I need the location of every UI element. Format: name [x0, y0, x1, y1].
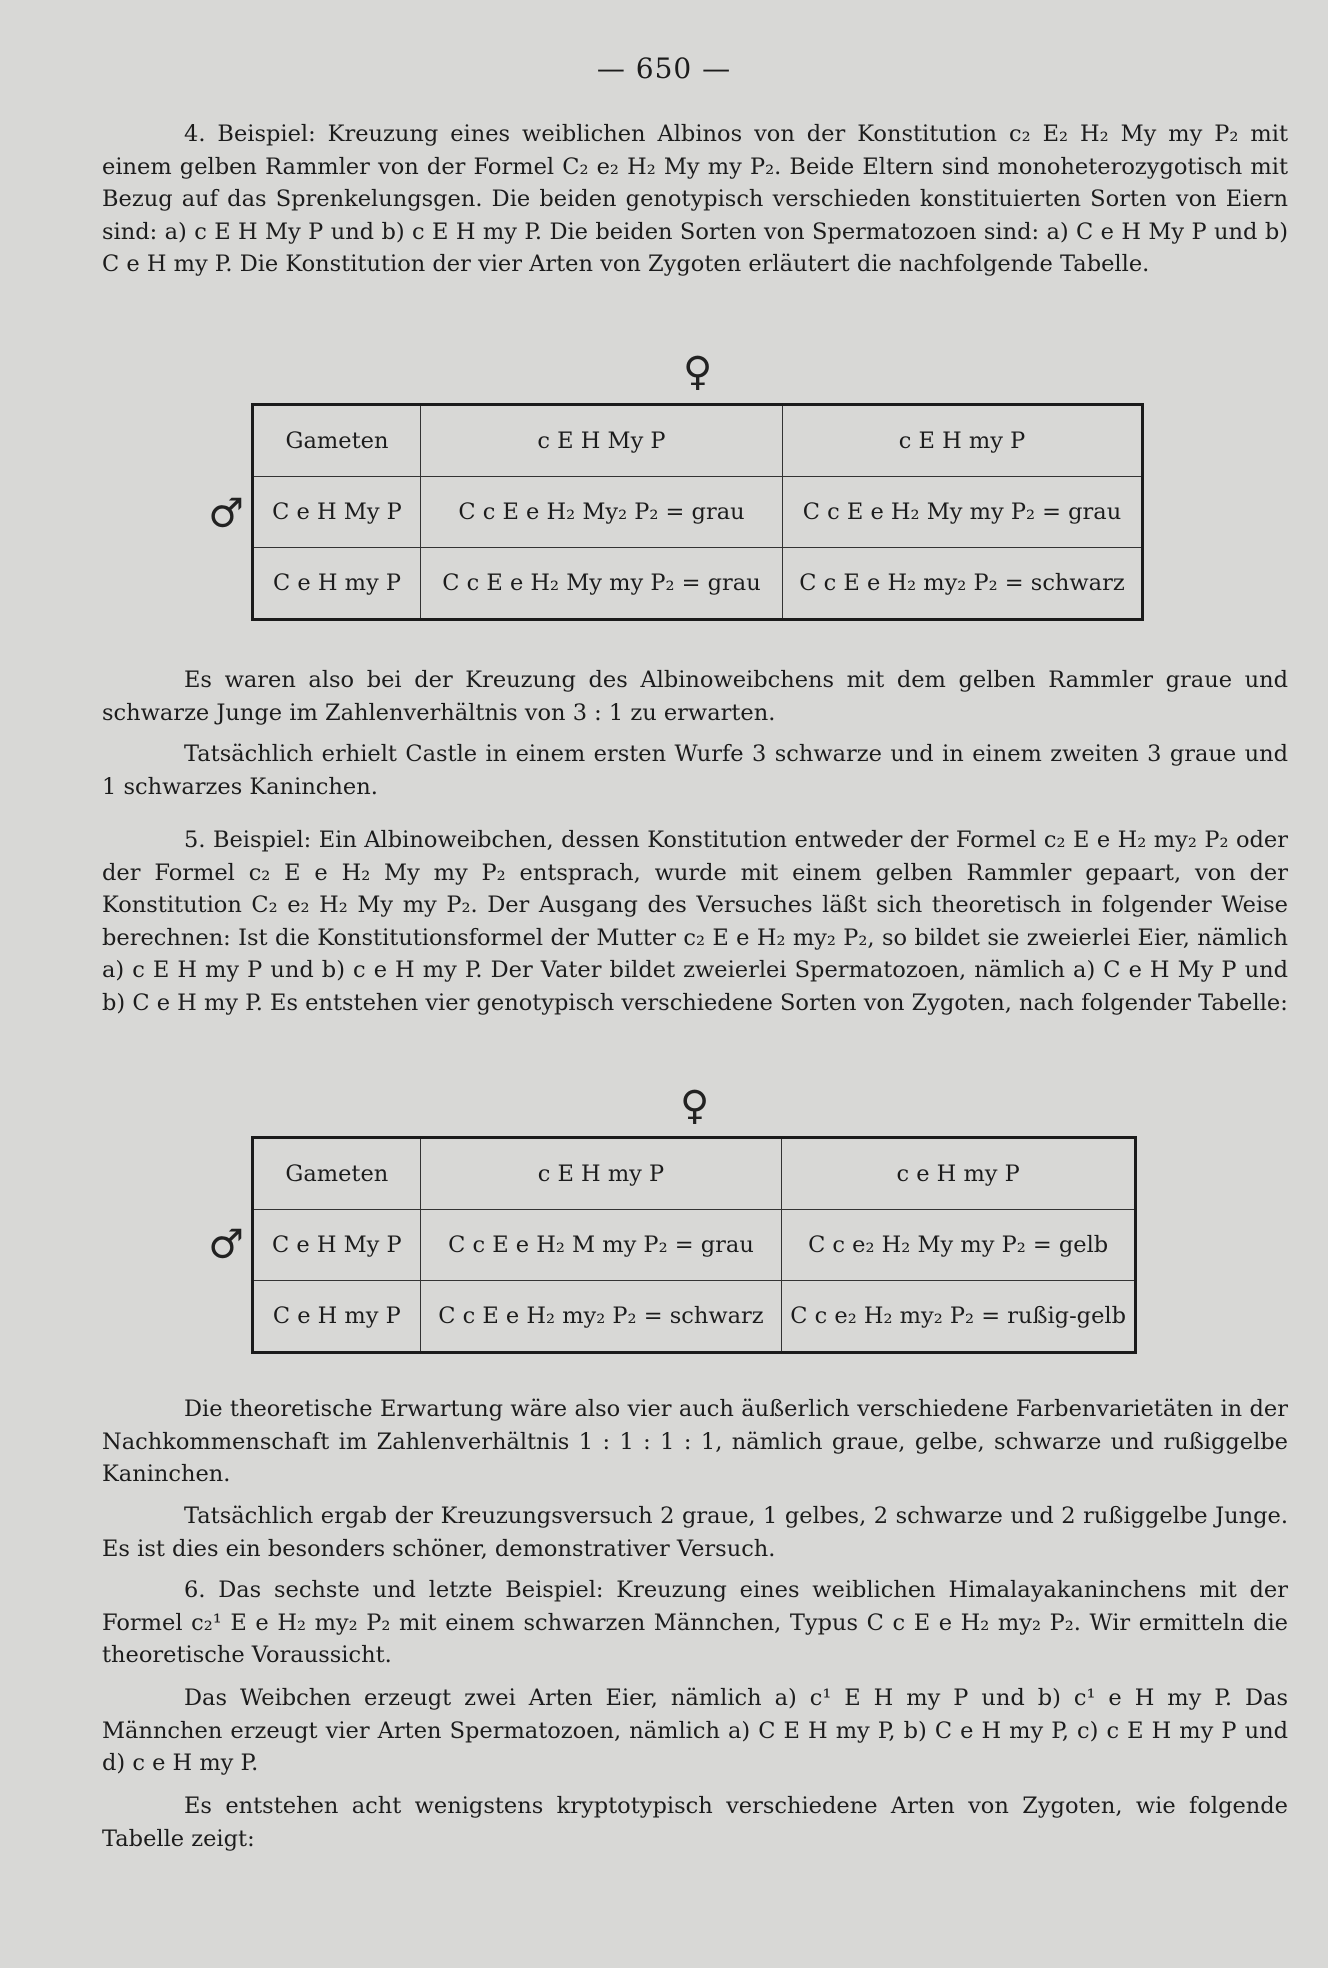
table-cell: C c e₂ H₂ my₂ P₂ = rußig-gelb: [782, 1281, 1136, 1353]
paragraph-zygotes: Es entstehen acht wenigstens kryptotypisch verschiedene Arten von Zygoten, wie folgende Tabelle zeigt:: [102, 1793, 1288, 1852]
table-cell: C e H my P: [253, 548, 421, 620]
paragraph-castle-result: Tatsächlich erhielt Castle in einem ersten Wurfe 3 schwarze und in einem zweiten 3 graue und 1 schwarzes Kaninchen.: [102, 741, 1288, 800]
table-cell: c E H My P: [421, 405, 783, 477]
female-symbol: ♀: [683, 349, 713, 395]
table-cell: Gameten: [253, 1138, 421, 1210]
table-row: [253, 1281, 1136, 1353]
table-cell: C e H My P: [253, 1210, 421, 1281]
table-cell: C c E e H₂ My₂ P₂ = grau: [421, 477, 783, 548]
table-header-row: [253, 405, 1143, 477]
table-row: [253, 1210, 1136, 1281]
table-cell: C c E e H₂ M my P₂ = grau: [420, 1210, 782, 1281]
table-cell: c e H my P: [782, 1138, 1136, 1210]
table-cell: C c E e H₂ My my P₂ = grau: [783, 477, 1143, 548]
male-symbol: ♂: [208, 491, 244, 537]
table-cell: C e H my P: [253, 1281, 421, 1353]
table-cell: C c e₂ H₂ My my P₂ = gelb: [782, 1210, 1136, 1281]
paragraph-expectation: Es waren also bei der Kreuzung des Albinoweibchens mit dem gelben Rammler graue und schwarze Junge im Zahlenverhältnis von 3 : 1 zu erwarten.: [102, 667, 1288, 726]
paragraph-example-6: 6. Das sechste und letzte Beispiel: Kreuzung eines weiblichen Himalayakaninchens mit der Formel c₂¹ E e H₂ my₂ P₂ mit einem schwarzen Männchen, Typus C c E e H₂ my₂ P₂. Wir ermitteln die theoretische Voraussicht.: [102, 1577, 1288, 1669]
gamete-table-2: [251, 1136, 1137, 1354]
table-cell: c E H my P: [420, 1138, 782, 1210]
table-row: [253, 548, 1143, 620]
paragraph-theoretical-expectation: Die theoretische Erwartung wäre also vier auch äußerlich verschiedene Farbenvarietäten in der Nachkommenschaft im Zahlenverhältnis 1 : 1 : 1 : 1, nämlich graue, gelbe, schwarze und rußiggelbe Kaninchen.: [102, 1396, 1288, 1488]
table-cell: C c E e H₂ my₂ P₂ = schwarz: [783, 548, 1143, 620]
table-cell: C c E e H₂ my₂ P₂ = schwarz: [420, 1281, 782, 1353]
male-symbol: ♂: [208, 1222, 244, 1268]
female-symbol: ♀: [680, 1083, 710, 1129]
paragraph-gametes: Das Weibchen erzeugt zwei Arten Eier, nämlich a) c¹ E H my P und b) c¹ e H my P. Das Männchen erzeugt vier Arten Spermatozoen, nämlich a) C E H my P, b) C e H my P, c) c E H my P und d) c e H my P.: [102, 1685, 1288, 1777]
table-header-row: [253, 1138, 1136, 1210]
paragraph-example-5: 5. Beispiel: Ein Albinoweibchen, dessen Konstitution entweder der Formel c₂ E e H₂ my₂ P₂ oder der Formel c₂ E e H₂ My my P₂ entsprach, wurde mit einem gelben Rammler gepaart, von der Konstitution C₂ e₂ H₂ My my P₂. Der Ausgang des Versuches läßt sich theoretisch in folgender Weise berechnen: Ist die Konstitutionsformel der Mutter c₂ E e H₂ my₂ P₂, so bildet sie zweierlei Eier, nämlich a) c E H my P und b) c e H my P. Der Vater bildet zweierlei Spermatozoen, nämlich a) C e H My P und b) C e H my P. Es entstehen vier genotypisch verschiedene Sorten von Zygoten, nach folgender Tabelle:: [102, 827, 1288, 1016]
paragraph-example-4: 4. Beispiel: Kreuzung eines weiblichen Albinos von der Konstitution c₂ E₂ H₂ My my P₂ mit einem gelben Rammler von der Formel C₂ e₂ H₂ My my P₂. Beide Eltern sind monoheterozygotisch mit Bezug auf das Sprenkelungsgen. Die beiden genotypisch verschieden konstituierten Sorten von Eiern sind: a) c E H My P und b) c E H my P. Die beiden Sorten von Spermatozoen sind: a) C e H My P und b) C e H my P. Die Konstitution der vier Arten von Zygoten erläutert die nachfolgende Tabelle.: [102, 121, 1288, 278]
table-row: [253, 477, 1143, 548]
table-cell: C c E e H₂ My my P₂ = grau: [421, 548, 783, 620]
table-cell: c E H my P: [783, 405, 1143, 477]
page-number: — 650 —: [596, 52, 732, 85]
table-cell: Gameten: [253, 405, 421, 477]
table-cell: C e H My P: [253, 477, 421, 548]
gamete-table-1: [251, 403, 1144, 621]
paragraph-actual-result: Tatsächlich ergab der Kreuzungsversuch 2 graue, 1 gelbes, 2 schwarze und 2 rußiggelbe Junge. Es ist dies ein besonders schöner, demonstrativer Versuch.: [102, 1503, 1288, 1562]
